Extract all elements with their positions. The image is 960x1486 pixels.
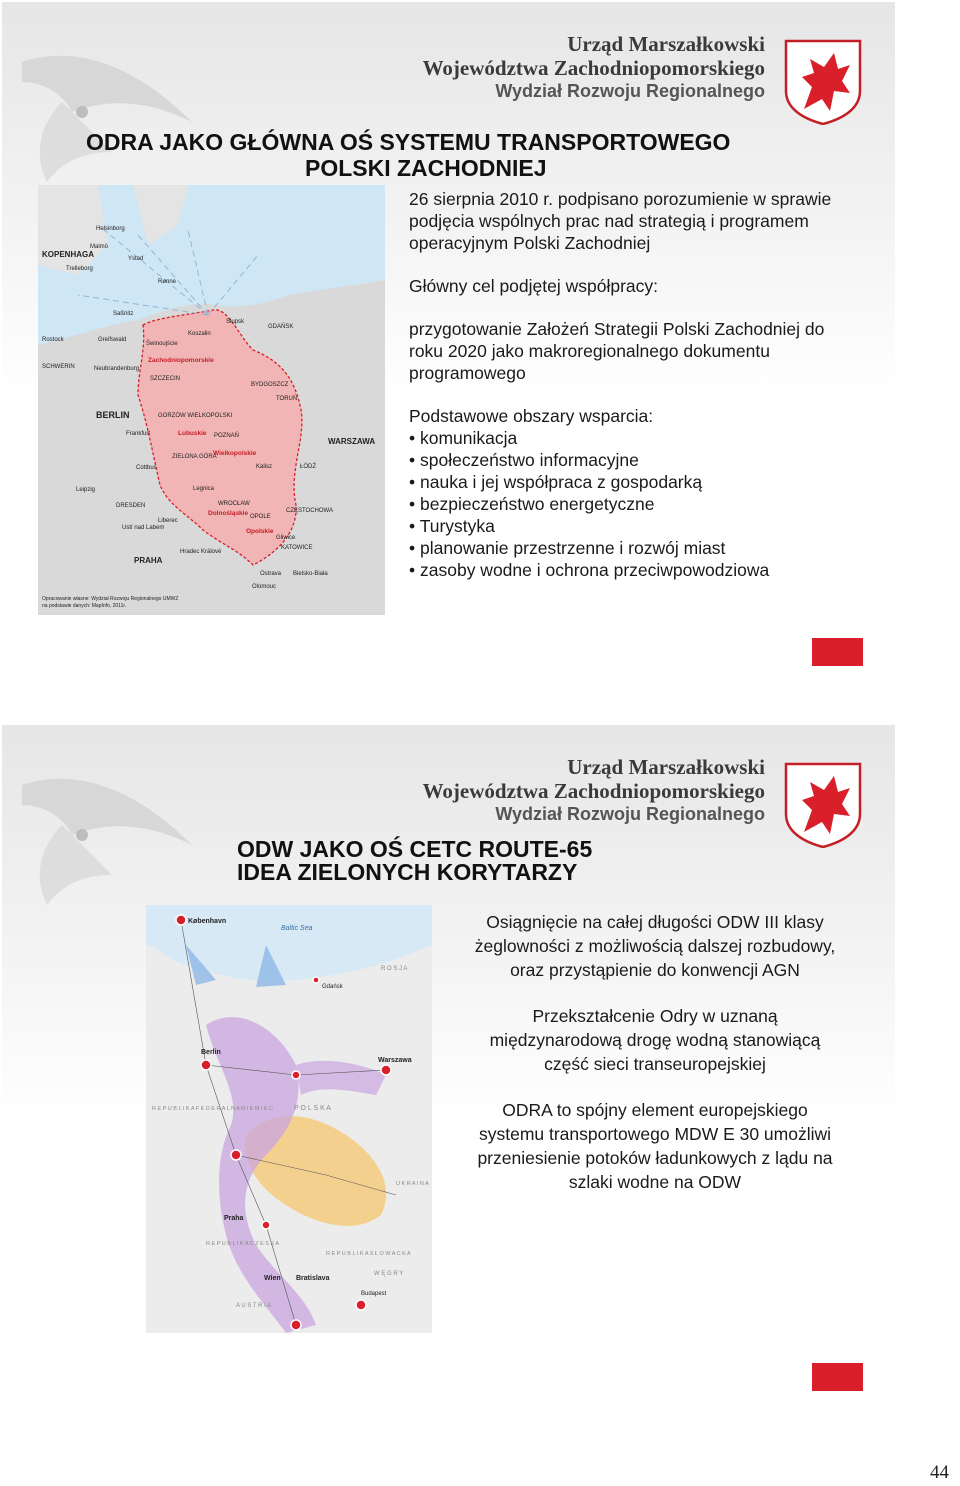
list-item: • nauka i jej współpraca z gospodarką (409, 471, 859, 493)
list-item: • planowanie przestrzenne i rozwój miast (409, 537, 859, 559)
department-name: Wydział Rozwoju Regionalnego (495, 81, 765, 101)
goal-heading: Główny cel podjętej współpracy: (409, 276, 659, 296)
western-poland-map (38, 185, 385, 615)
navigability-paragraph: Osiągnięcie na całej długości ODW III klasy żeglowności z możliwością dalszej rozbudowy, oraz przystąpienie do konwencji AGN (474, 912, 836, 980)
map-credit-line1: Opracowanie własne: Wydział Rozwoju Regionalnego UMWZ (42, 596, 179, 602)
map-label-czestochowa: CZĘSTOCHOWA (286, 508, 334, 514)
map-label-gdansk: GDAŃSK (268, 324, 294, 330)
map-label-dresden: DRESDEN (116, 503, 146, 509)
map-label-wien: Wien (264, 1275, 281, 1282)
slide-title-line1: ODW JAKO OŚ CETC ROUTE-65 (237, 836, 593, 862)
slide-title-line2: POLSKI ZACHODNIEJ (305, 155, 547, 181)
map-label-dolnoslaskie: Dolnośląskie (208, 510, 249, 517)
map-label-germany: R E P U B L I K A F E D E R A L N A N I E M I E C (152, 1106, 274, 1112)
transport-system-paragraph: ODRA to spójny element europejskiego systemu transportowego MDW E 30 umożliwi przeniesienie potoków ładunkowych z lądu na szlaki wodne na ODW (477, 1100, 833, 1192)
map-label-kalisz: Kalisz (256, 464, 273, 470)
slide-title-line1: ODRA JAKO GŁÓWNA OŚ SYSTEMU TRANSPORTOWEGO (86, 129, 731, 155)
eagle-watermark-icon (2, 725, 302, 925)
map-label-neubrandenburg: Neubrandenburg (94, 366, 140, 372)
office-name-line2: Województwa Zachodniopomorskiego (422, 779, 765, 803)
map-label-kopenhaga: KOPENHAGA (42, 250, 95, 259)
office-name-line1: Urząd Marszałkowski (567, 32, 765, 56)
griffin-crest-icon (784, 762, 862, 848)
map-label-liberec: Liberec (158, 518, 178, 524)
map-label-wroclaw: WROCŁAW (218, 501, 250, 507)
map-label-berlin: BERLIN (96, 410, 130, 420)
map-label-warszawa: Warszawa (378, 1057, 412, 1064)
map-label-warszawa: WARSZAWA (328, 437, 376, 446)
map-label-trelleborg: Trelleborg (66, 266, 93, 272)
list-item: • komunikacja (409, 427, 859, 449)
map-label-budapest: Budapest (361, 1291, 387, 1297)
map-label-katowice: KATOWICE (281, 545, 313, 551)
map-label-austria: A U S T R I A (236, 1303, 272, 1309)
slide2-body-text (470, 910, 840, 1216)
map-label-ronne: Rønne (158, 279, 177, 285)
map-label-hungary: W Ę G R Y (374, 1271, 404, 1277)
map-label-usti: Ustí nad Labem (122, 525, 165, 531)
map-label-opolskie: Opolskie (246, 528, 274, 535)
map-label-cottbus: Cottbus (136, 465, 157, 471)
map-label-schwerin: SCHWERIN (42, 364, 75, 370)
slide1-body-text (409, 188, 859, 581)
map-label-bielsko: Bielsko-Biała (293, 571, 328, 577)
support-areas-list (409, 427, 859, 581)
map-label-ostrava: Ostrava (260, 571, 282, 577)
map-label-koszalin: Koszalin (188, 331, 211, 337)
map-label-bydgoszcz: BYDGOSZCZ (251, 382, 289, 388)
red-accent-bar (812, 1363, 863, 1391)
map-credit-line2: na podstawie danych: MapInfo, 2011r. (42, 603, 127, 609)
map-label-berlin: Berlin (201, 1049, 221, 1056)
agreement-paragraph: 26 sierpnia 2010 r. podpisano porozumienie w sprawie podjęcia wspólnych prac nad strategią i programem operacyjnym Polski Zachodniej (409, 189, 832, 253)
map-label-rostock: Rostock (42, 337, 64, 343)
map-label-hradec: Hradec Králové (180, 549, 222, 555)
map-label-rosja: R O S J A (381, 966, 408, 972)
page-number: 44 (930, 1462, 949, 1483)
map-label-ystad: Ystad (128, 256, 144, 262)
map-label-opole: OPOLE (250, 514, 271, 520)
list-item: • bezpieczeństwo energetyczne (409, 493, 859, 515)
map-label-zachodniopomorskie: Zachodniopomorskie (148, 357, 214, 364)
map-label-slupsk: Słupsk (226, 319, 245, 325)
slide-1 (2, 2, 895, 666)
list-item: • społeczeństwo informacyjne (409, 449, 859, 471)
map-label-poznan: POZNAŃ (214, 433, 240, 439)
map-label-lodz: ŁÓDŹ (300, 464, 317, 470)
department-name: Wydział Rozwoju Regionalnego (495, 804, 765, 824)
map-label-czechia: R E P U B L I K A C Z E S K A (206, 1241, 280, 1247)
map-label-praha: Praha (224, 1215, 244, 1222)
map-label-slovakia: R E P U B L I K A S Ł O W A C K A (326, 1251, 411, 1257)
map-label-gdansk: Gdańsk (322, 984, 343, 990)
cetc-corridor-map (146, 905, 432, 1333)
map-label-szczecin: SZCZECIN (150, 376, 180, 382)
areas-heading: Podstawowe obszary wsparcia: (409, 406, 654, 426)
griffin-crest-icon (784, 39, 862, 125)
map-label-helsinborg: Helsinborg (96, 226, 125, 232)
map-label-wielkopolskie: Wielkopolskie (213, 450, 257, 457)
map-label-kobenhavn: København (188, 918, 227, 925)
map-label-gorzow: GORZÓW WIELKOPOLSKI (158, 413, 233, 419)
map-label-polska: P O L S K A (294, 1105, 331, 1112)
map-label-praha: PRAHA (134, 556, 163, 565)
list-item: • zasoby wodne i ochrona przeciwpowodziowa (409, 559, 859, 581)
map-label-zielona-gora: ZIELONA GÓRA (172, 454, 217, 460)
slide-title-line2: IDEA ZIELONYCH KORYTARZY (237, 859, 578, 885)
waterway-paragraph: Przekształcenie Odry w uznaną międzynarodową drogę wodną stanowiącą część sieci transeuropejskiej (489, 1006, 821, 1074)
map-label-lubuskie: Lubuskie (178, 430, 207, 437)
map-label-ukraine: U K R A I N A (396, 1181, 429, 1187)
goal-paragraph: przygotowanie Założeń Strategii Polski Zachodniej do roku 2020 jako makroregionalnego dokumentu programowego (409, 319, 825, 383)
map-label-frankfurt: Frankfurt (126, 431, 151, 437)
eagle-watermark-icon (2, 2, 302, 202)
office-name-line2: Województwa Zachodniopomorskiego (422, 56, 765, 80)
map-label-swinoujscie: Świnoujście (146, 341, 178, 347)
map-label-legnica: Legnica (193, 486, 215, 492)
map-label-olomouc: Olomouc (252, 584, 277, 590)
map-label-gliwice: Gliwice (276, 535, 296, 541)
map-label-torun: TORUŃ (276, 396, 298, 402)
red-accent-bar (812, 638, 863, 666)
list-item: • Turystyka (409, 515, 859, 537)
map-label-malmo: Malmö (90, 244, 109, 250)
office-name-line1: Urząd Marszałkowski (567, 755, 765, 779)
map-label-baltic: Baltic Sea (281, 925, 313, 932)
map-label-leipzig: Leipzig (76, 487, 96, 493)
map-label-bratislava: Bratislava (296, 1275, 330, 1282)
map-label-sassnitz: Saßnitz (113, 311, 134, 317)
map-label-greifswald: Greifswald (98, 337, 127, 343)
